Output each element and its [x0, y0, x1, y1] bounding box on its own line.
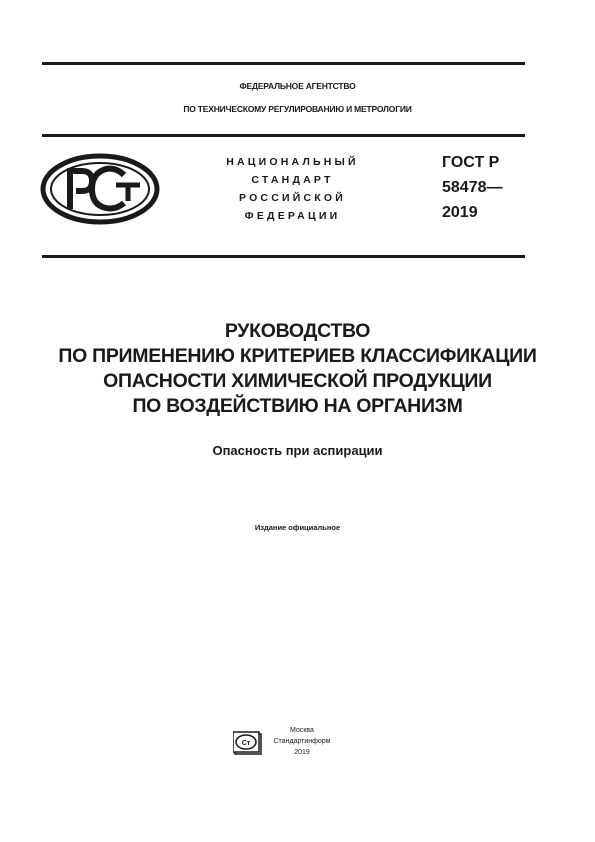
publisher-name: Стандартинформ	[273, 738, 331, 745]
title-line-4: ПО ВОЗДЕЙСТВИЮ НА ОРГАНИЗМ	[132, 395, 463, 417]
standard-type-line-1: НАЦИОНАЛЬНЫЙ	[226, 156, 359, 168]
rst-certification-mark-icon	[40, 153, 160, 225]
agency-line-1: ФЕДЕРАЛЬНОЕ АГЕНТСТВО	[239, 81, 356, 91]
standard-type-line-3: РОССИЙСКОЙ	[239, 192, 346, 204]
subtitle: Опасность при аспирации	[212, 443, 383, 458]
title-line-3: ОПАСНОСТИ ХИМИЧЕСКОЙ ПРОДУКЦИИ	[103, 370, 492, 392]
standard-type-line-2: СТАНДАРТ	[251, 174, 334, 186]
standard-type-line-4: ФЕДЕРАЦИИ	[244, 210, 341, 222]
standard-code-line-2: 58478—	[442, 179, 503, 196]
standartinform-logo-icon	[233, 730, 263, 756]
title-line-2: ПО ПРИМЕНЕНИЮ КРИТЕРИЕВ КЛАССИФИКАЦИИ	[58, 345, 537, 367]
publisher-city: Москва	[290, 727, 314, 734]
title-line-1: РУКОВОДСТВО	[224, 320, 371, 342]
publisher-year: 2019	[294, 749, 310, 756]
header-bottom-rule	[42, 255, 525, 258]
agency-line-2: ПО ТЕХНИЧЕСКОМУ РЕГУЛИРОВАНИЮ И МЕТРОЛОГИИ	[183, 104, 412, 114]
standard-code-line-1: ГОСТ Р	[442, 154, 500, 171]
header-rule	[42, 134, 525, 137]
standard-code-line-3: 2019	[442, 204, 478, 221]
edition-note: Издание официальное	[254, 523, 341, 532]
svg-text:Ст: Ст	[241, 740, 251, 747]
top-rule	[42, 62, 525, 65]
